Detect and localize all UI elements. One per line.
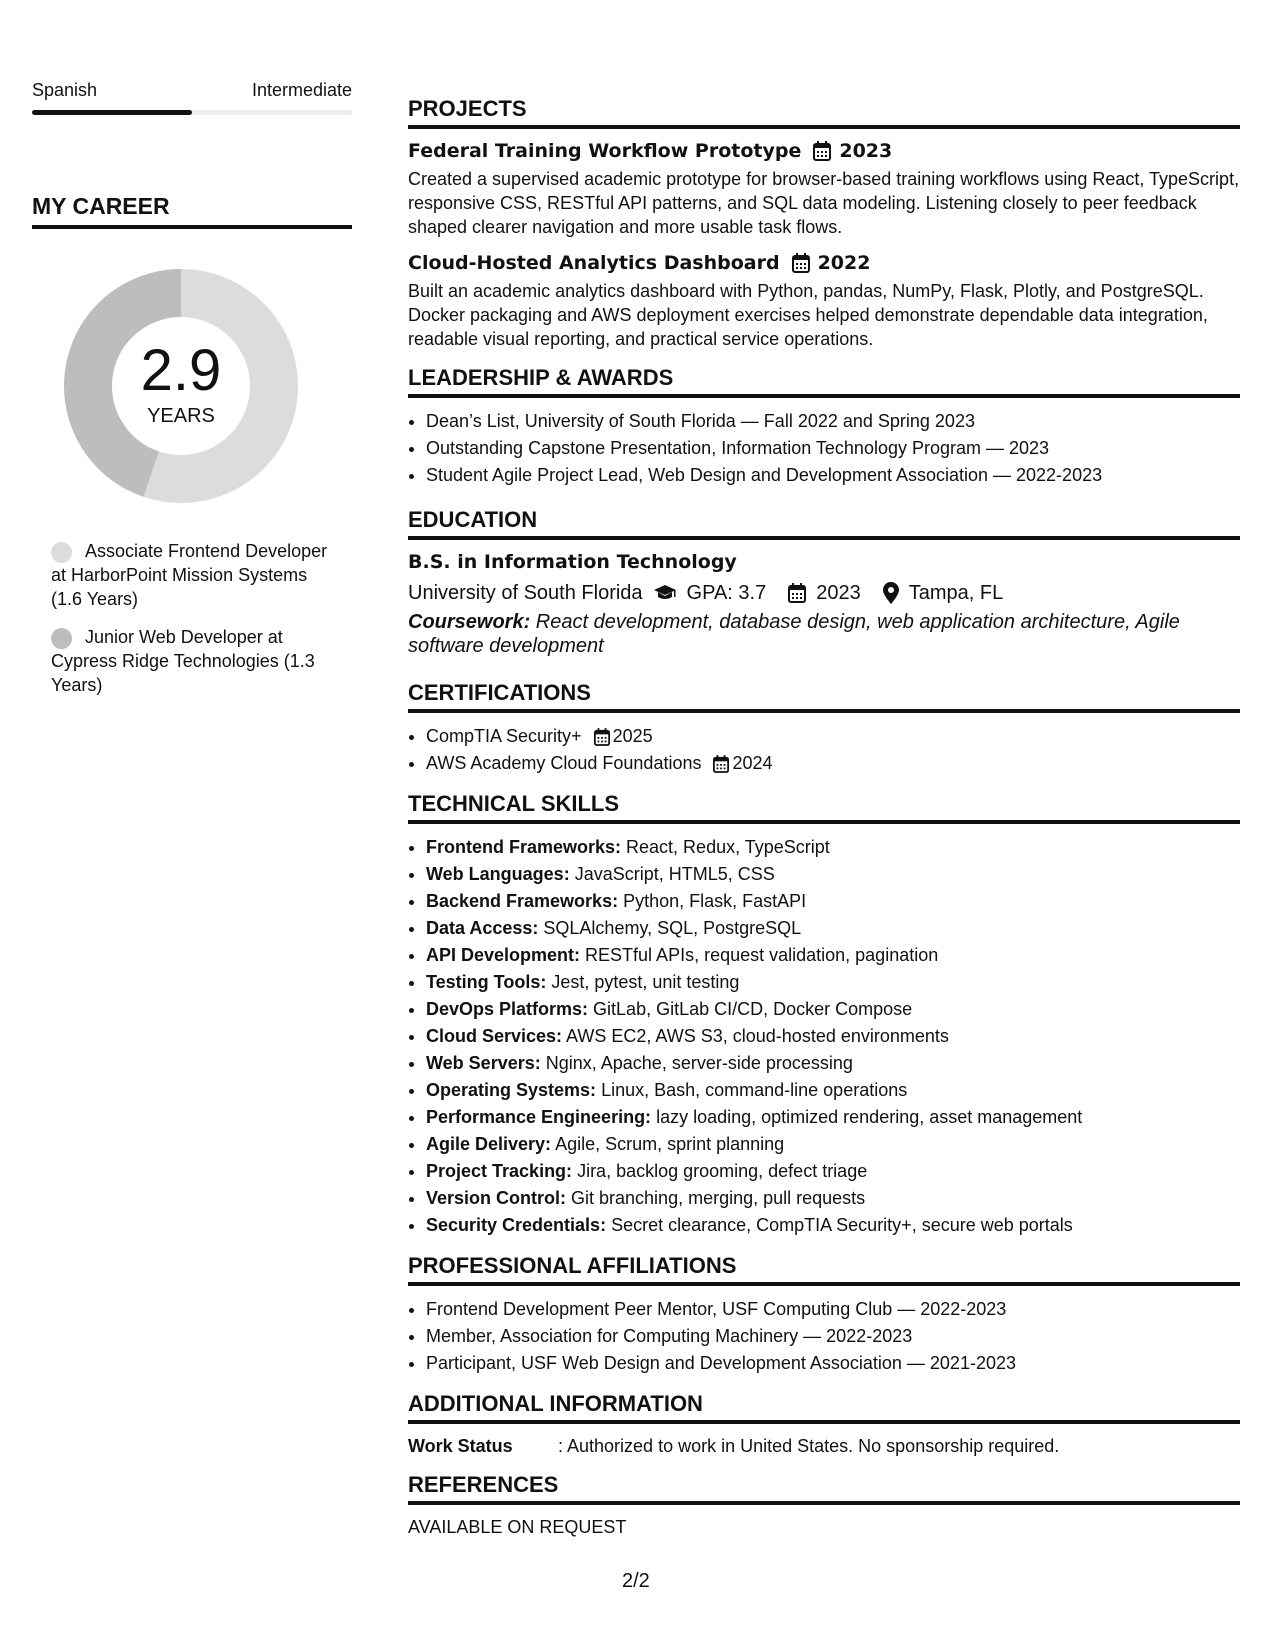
skill-category: Performance Engineering:	[426, 1107, 652, 1127]
skills-list	[408, 834, 1240, 1239]
skill-item	[426, 1077, 1240, 1104]
skill-item	[426, 861, 1240, 888]
skill-values: Jira, backlog grooming, defect triage	[572, 1161, 868, 1181]
skill-item	[426, 834, 1240, 861]
certifications-list	[408, 723, 1240, 777]
skill-category: Frontend Frameworks:	[426, 837, 622, 857]
skill-item	[426, 942, 1240, 969]
calendar-icon	[813, 141, 831, 161]
language-proficiency-fill	[32, 110, 192, 115]
coursework	[408, 610, 1240, 658]
list-item: • Frontend Development Peer Mentor, USF Computing Club — 2022-2023	[426, 1296, 1240, 1323]
section-title: LEADERSHIP & AWARDS	[408, 365, 1240, 398]
skill-values: GitLab, GitLab CI/CD, Docker Compose	[588, 999, 913, 1019]
career-total-years: 2.9	[140, 338, 222, 403]
skill-values: SQLAlchemy, SQL, PostgreSQL	[538, 918, 802, 938]
list-item: • Student Agile Project Lead, Web Design and Development Association — 2022-2023	[426, 462, 1240, 489]
calendar-icon	[788, 583, 806, 603]
skill-item	[426, 969, 1240, 996]
project-year: 2022	[817, 252, 871, 274]
certification-name: CompTIA Security+	[426, 726, 582, 746]
work-status-label: Work Status	[408, 1436, 513, 1456]
skill-item	[426, 1023, 1240, 1050]
page-number: 2/2	[622, 1570, 650, 1592]
skill-values: AWS EC2, AWS S3, cloud-hosted environments	[562, 1026, 949, 1046]
sidebar	[32, 80, 352, 711]
references-section	[408, 1472, 1240, 1539]
career-legend	[51, 539, 352, 697]
skill-values: Secret clearance, CompTIA Security+, secure web portals	[606, 1215, 1073, 1235]
skill-values: React, Redux, TypeScript	[621, 837, 830, 857]
main-content	[408, 96, 1240, 1553]
skill-category: Data Access:	[426, 918, 539, 938]
section-title: PROFESSIONAL AFFILIATIONS	[408, 1253, 1240, 1286]
skill-values: Agile, Scrum, sprint planning	[551, 1134, 785, 1154]
affiliations-list	[408, 1296, 1240, 1377]
skill-item	[426, 1212, 1240, 1239]
additional-section	[408, 1391, 1240, 1458]
gpa: GPA: 3.7	[686, 582, 767, 604]
skill-category: API Development:	[426, 945, 581, 965]
work-status-row	[408, 1434, 1240, 1458]
graduation-cap-icon	[653, 584, 677, 602]
career-legend-item	[51, 539, 331, 611]
school: University of South Florida	[408, 582, 643, 604]
skill-values: Python, Flask, FastAPI	[618, 891, 807, 911]
certification-year: 2025	[612, 726, 653, 746]
language-row	[32, 80, 352, 100]
certification-name: AWS Academy Cloud Foundations	[426, 753, 702, 773]
projects-section	[408, 96, 1240, 351]
calendar-icon	[594, 728, 610, 746]
skill-category: Testing Tools:	[426, 972, 547, 992]
skill-values: Git branching, merging, pull requests	[566, 1188, 866, 1208]
project-name: Cloud-Hosted Analytics Dashboard	[408, 252, 780, 274]
section-title: EDUCATION	[408, 507, 1240, 540]
project-name: Federal Training Workflow Prototype	[408, 140, 802, 162]
section-title: ADDITIONAL INFORMATION	[408, 1391, 1240, 1424]
leadership-list	[408, 408, 1240, 489]
calendar-icon	[792, 253, 810, 273]
skill-category: Web Servers:	[426, 1053, 541, 1073]
career-legend-label: Junior Web Developer at Cypress Ridge Technologies (1.3 Years)	[51, 627, 315, 695]
skill-category: Backend Frameworks:	[426, 891, 619, 911]
certification-year: 2024	[732, 753, 773, 773]
career-legend-item	[51, 625, 331, 697]
skill-category: Operating Systems:	[426, 1080, 597, 1100]
project-title	[408, 251, 1240, 275]
skill-category: Agile Delivery:	[426, 1134, 552, 1154]
legend-dot-icon	[51, 542, 72, 563]
skills-section	[408, 791, 1240, 1239]
career-total-unit: YEARS	[147, 405, 215, 427]
skill-item	[426, 888, 1240, 915]
skill-category: Cloud Services:	[426, 1026, 563, 1046]
project-title	[408, 139, 1240, 163]
project-description: Built an academic analytics dashboard with Python, pandas, NumPy, Flask, Plotly, and PostgreSQL. Docker packaging and AWS deployment exercises helped demonstrate dependable data integration, readable visual reporting, and practical service operations.	[408, 281, 1208, 349]
career-donut	[56, 261, 306, 511]
language-name: Spanish	[32, 80, 98, 100]
skill-item	[426, 915, 1240, 942]
calendar-icon	[713, 755, 729, 773]
section-title: REFERENCES	[408, 1472, 1240, 1505]
project-year: 2023	[839, 140, 893, 162]
skill-item	[426, 1158, 1240, 1185]
education-section	[408, 507, 1240, 658]
skill-category: Security Credentials:	[426, 1215, 607, 1235]
graduation-year: 2023	[816, 582, 861, 604]
leadership-section	[408, 365, 1240, 489]
skill-item	[426, 996, 1240, 1023]
language-level: Intermediate	[251, 80, 352, 100]
list-item: • Participant, USF Web Design and Development Association — 2021-2023	[426, 1350, 1240, 1377]
list-item: • Dean’s List, University of South Florida — Fall 2022 and Spring 2023	[426, 408, 1240, 435]
career-legend-label: Associate Frontend Developer at HarborPoint Mission Systems (1.6 Years)	[51, 541, 328, 609]
career-title: MY CAREER	[32, 193, 352, 229]
coursework-label: Coursework:	[408, 611, 531, 633]
list-item	[426, 723, 1240, 750]
affiliations-section	[408, 1253, 1240, 1377]
work-status-value: : Authorized to work in United States. No sponsorship required.	[558, 1436, 1060, 1456]
section-title: CERTIFICATIONS	[408, 680, 1240, 713]
skill-category: Project Tracking:	[426, 1161, 573, 1181]
location-pin-icon	[883, 582, 899, 604]
certifications-section	[408, 680, 1240, 777]
degree: B.S. in Information Technology	[408, 551, 737, 573]
skill-item	[426, 1104, 1240, 1131]
list-item: • Member, Association for Computing Machinery — 2022-2023	[426, 1323, 1240, 1350]
project-description: Created a supervised academic prototype for browser-based training workflows using React, TypeScript, responsive CSS, RESTful API patterns, and SQL data modeling. Listening closely to peer feedback shaped clearer navigation and more usable task flows.	[408, 169, 1240, 237]
skill-category: Version Control:	[426, 1188, 567, 1208]
section-title: TECHNICAL SKILLS	[408, 791, 1240, 824]
references-text: AVAILABLE ON REQUEST	[408, 1517, 627, 1537]
skill-item	[426, 1185, 1240, 1212]
skill-values: Nginx, Apache, server-side processing	[540, 1053, 853, 1073]
section-title: PROJECTS	[408, 96, 1240, 129]
list-item: • Outstanding Capstone Presentation, Information Technology Program — 2023	[426, 435, 1240, 462]
location: Tampa, FL	[908, 582, 1004, 604]
skill-category: Web Languages:	[426, 864, 570, 884]
skill-values: Jest, pytest, unit testing	[546, 972, 740, 992]
coursework-text: React development, database design, web application architecture, Agile software development	[408, 611, 1180, 657]
language-proficiency-bar	[32, 110, 352, 115]
education-details	[408, 578, 1240, 608]
skill-values: JavaScript, HTML5, CSS	[569, 864, 775, 884]
skill-values: Linux, Bash, command-line operations	[596, 1080, 908, 1100]
skill-item	[426, 1050, 1240, 1077]
skill-item	[426, 1131, 1240, 1158]
list-item	[426, 750, 1240, 777]
legend-dot-icon	[51, 628, 72, 649]
skill-values: RESTful APIs, request validation, pagination	[580, 945, 939, 965]
skill-values: lazy loading, optimized rendering, asset management	[651, 1107, 1083, 1127]
skill-category: DevOps Platforms:	[426, 999, 589, 1019]
